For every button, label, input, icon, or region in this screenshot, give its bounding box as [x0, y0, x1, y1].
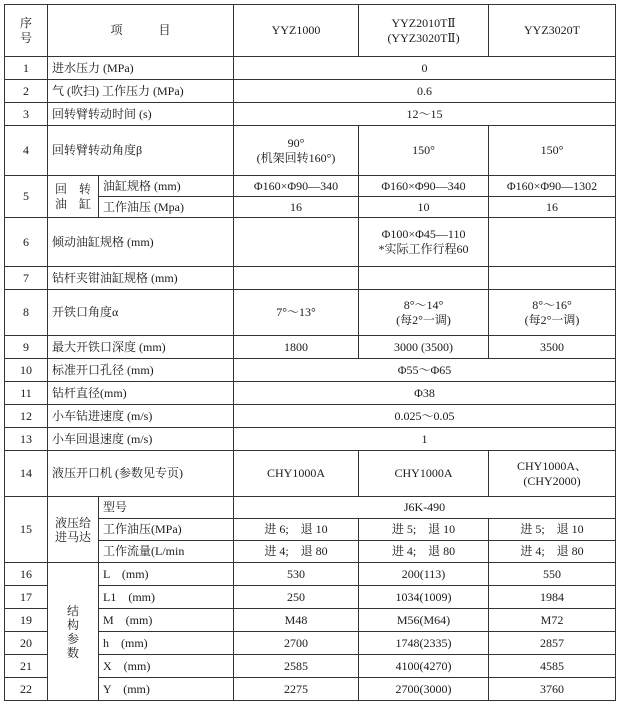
table-row: 工作油压 (Mpa) 16 10 16	[5, 197, 616, 218]
table-row: 6 倾动油缸规格 (mm) Φ100×Φ45—110 *实际工作行程60	[5, 218, 616, 267]
table-row: 1 进水压力 (MPa) 0	[5, 57, 616, 80]
table-row: 17 L1 (mm) 250 1034(1009) 1984	[5, 586, 616, 609]
table-row: 3 回转臂转动时间 (s) 12～15	[5, 103, 616, 126]
table-row: 9 最大开铁口深度 (mm) 1800 3000 (3500) 3500	[5, 336, 616, 359]
header-model-c: YYZ3020T	[489, 5, 616, 57]
table-row: 5 回 转 油 缸 油缸规格 (mm) Φ160×Φ90—340 Φ160×Φ90—340 Φ160×Φ90—1302	[5, 176, 616, 197]
table-row: 21 X (mm) 2585 4100(4270) 4585	[5, 655, 616, 678]
table-row: 8 开铁口角度α 7°～13° 8°～14° (每2°一调) 8°～16° (每2°一调)	[5, 290, 616, 336]
table-row: 15 液压给进马达 型号 J6K-490	[5, 497, 616, 519]
group-rotary-cylinder: 回 转 油 缸	[48, 176, 99, 218]
group-feed-motor: 液压给进马达	[48, 497, 99, 563]
table-row: 7 钻杆夹钳油缸规格 (mm)	[5, 267, 616, 290]
group-structure-params: 结构参数	[48, 563, 99, 701]
table-row: 10 标准开口孔径 (mm) Φ55～Φ65	[5, 359, 616, 382]
header-row	[5, 5, 616, 57]
table-row: 13 小车回退速度 (m/s) 1	[5, 428, 616, 451]
table-row: 19 M (mm) M48 M56(M64) M72	[5, 609, 616, 632]
header-item: 项 目	[48, 5, 234, 57]
table-row: 工作油压(MPa) 进 6; 退 10 进 5; 退 10 进 5; 退 10	[5, 519, 616, 541]
header-model-b: YYZ2010TⅡ (YYZ3020TⅡ)	[359, 5, 489, 57]
table-row: 22 Y (mm) 2275 2700(3000) 3760	[5, 678, 616, 701]
table-row: 14 液压开口机 (参数见专页) CHY1000A CHY1000A CHY1000A、 (CHY2000)	[5, 451, 616, 497]
table-row: 16 结构参数 L (mm) 530 200(113) 550	[5, 563, 616, 586]
table-row: 4 回转臂转动角度β 90° (机架回转160°) 150° 150°	[5, 126, 616, 176]
header-seq: 序 号	[5, 5, 48, 57]
spec-table	[4, 4, 616, 701]
table-row: 11 钻杆直径(mm) Φ38	[5, 382, 616, 405]
header-model-a: YYZ1000	[234, 5, 359, 57]
table-row: 20 h (mm) 2700 1748(2335) 2857	[5, 632, 616, 655]
table-row: 2 气 (吹扫) 工作压力 (MPa) 0.6	[5, 80, 616, 103]
table-row: 工作流量(L/min 进 4; 退 80 进 4; 退 80 进 4; 退 80	[5, 541, 616, 563]
table-row: 12 小车钻进速度 (m/s) 0.025～0.05	[5, 405, 616, 428]
